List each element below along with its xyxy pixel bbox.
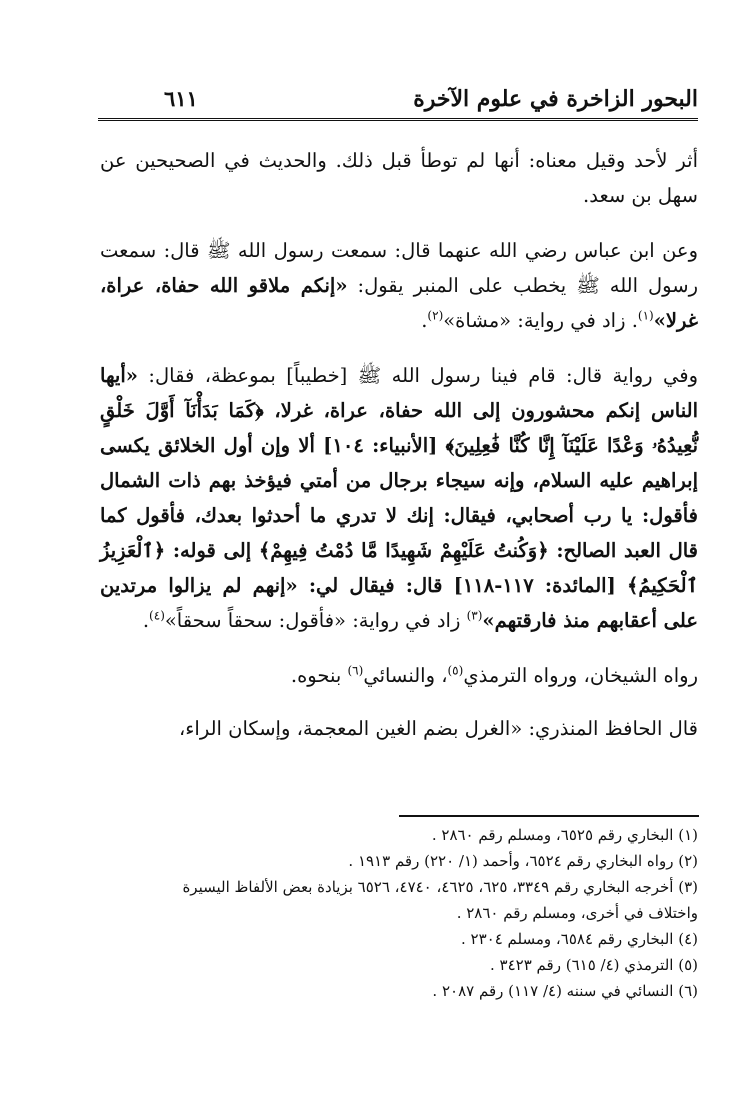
paragraph-3-text: وفي رواية قال: قام فينا رسول الله ﷺ [خطيباً] بموعظة، فقال: (137, 364, 698, 387)
paragraph-3-text: . (142, 609, 150, 632)
paragraph-3 (100, 358, 698, 638)
footnote-6: (٦) النسائي في سننه (٤/ ١١٧) رقم ٢٠٨٧ . (432, 982, 698, 1000)
footnote-ref: (١) (637, 308, 654, 323)
header-rule (98, 118, 698, 124)
footnote-4: (٤) البخاري رقم ٦٥٨٤، ومسلم ٢٣٠٤ . (461, 930, 698, 948)
page-number: ٦١١ (156, 86, 206, 111)
paragraph-3-text: زاد في رواية: «فأقول: سحقاً سحقاً» (164, 609, 467, 632)
paragraph-4 (100, 658, 698, 693)
paragraph-2-text: . (421, 309, 428, 332)
footnote-ref: (٦) (347, 663, 364, 678)
paragraph-5 (100, 711, 698, 746)
footnote-3: (٣) أخرجه البخاري رقم ٣٣٤٩، ٦٢٥، ٤٦٢٥، ٤٧٤٠، ٦٥٢٦ بزيادة بعض الألفاظ اليسيرة (182, 878, 698, 896)
footnote-ref: (٣) (466, 608, 483, 623)
footnote-ref: (٥) (447, 663, 464, 678)
footnote-2: (٢) رواه البخاري رقم ٦٥٢٤، وأحمد (١/ ٢٢٠) رقم ١٩١٣ . (348, 852, 698, 870)
footnote-3-continuation: واختلاف في أخرى، ومسلم رقم ٢٨٦٠ . (456, 904, 698, 922)
paragraph-2-text: . زاد في رواية: «مشاة» (443, 309, 638, 332)
page-header (98, 84, 698, 126)
footnote-separator (399, 815, 699, 817)
paragraph-4-text: ، والنسائي (363, 664, 448, 687)
paragraph-1-text: أثر لأحد وقيل معناه: أنها لم توطأ قبل ذلك. والحديث في الصحيحين عن سهل بن سعد. (100, 149, 698, 207)
paragraph-4-text: بنحوه. (290, 664, 348, 687)
footnote-ref: (٢) (427, 308, 444, 323)
hadith-quote: «إنكم ملاقو الله حفاة، عراة، غرلا» (100, 274, 698, 332)
hadith-quote: «أيها الناس إنكم محشورون إلى الله حفاة، عراة، غرلا، ﴿كَمَا بَدَأْنَآ أَوَّلَ خَلْقٍ نُّعِيدُهُۥ وَعْدًا عَلَيْنَآ إِنَّا كُنَّا فَٰعِلِينَ﴾ [الأنبياء: ١٠٤] ألا وإن أول الخلائق يكسى إبراهيم عليه السلام، وإنه سيجاء برجال من أمتي فيؤخذ بهم ذات الشمال فأقول: يا رب أصحابي، فيقال: إنك لا تدري ما أحدثوا بعدك، فأقول كما قال العبد الصالح: ﴿وَكُنتُ عَلَيْهِمْ شَهِيدًا مَّا دُمْتُ فِيهِمْ﴾ إلى قوله: ﴿ٱلْعَزِيزُ ٱلْحَكِيمُ﴾ [المائدة: ١١٧-١١٨] قال: فيقال لي: «إنهم لم يزالوا مرتدين على أعقابهم منذ فارقتهم» (100, 364, 699, 632)
running-title: البحور الزاخرة في علوم الآخرة (413, 86, 698, 112)
main-text (100, 143, 698, 766)
footnote-1: (١) البخاري رقم ٦٥٢٥، ومسلم رقم ٢٨٦٠ . (431, 826, 698, 844)
paragraph-2-text: وعن ابن عباس رضي الله عنهما قال: سمعت رسول الله ﷺ قال: سمعت رسول الله ﷺ يخطب على المنبر يقول: (100, 239, 698, 297)
paragraph-2 (100, 233, 698, 338)
footnote-5: (٥) الترمذي (٤/ ٦١٥) رقم ٣٤٢٣ . (490, 956, 698, 974)
paragraph-5-text: قال الحافظ المنذري: «الغرل بضم الغين المعجمة، وإسكان الراء، (178, 717, 698, 740)
paragraph-1 (100, 143, 698, 213)
paragraph-4-text: رواه الشيخان، ورواه الترمذي (463, 664, 698, 687)
footnotes (98, 822, 698, 1004)
footnote-ref: (٤) (149, 608, 165, 623)
